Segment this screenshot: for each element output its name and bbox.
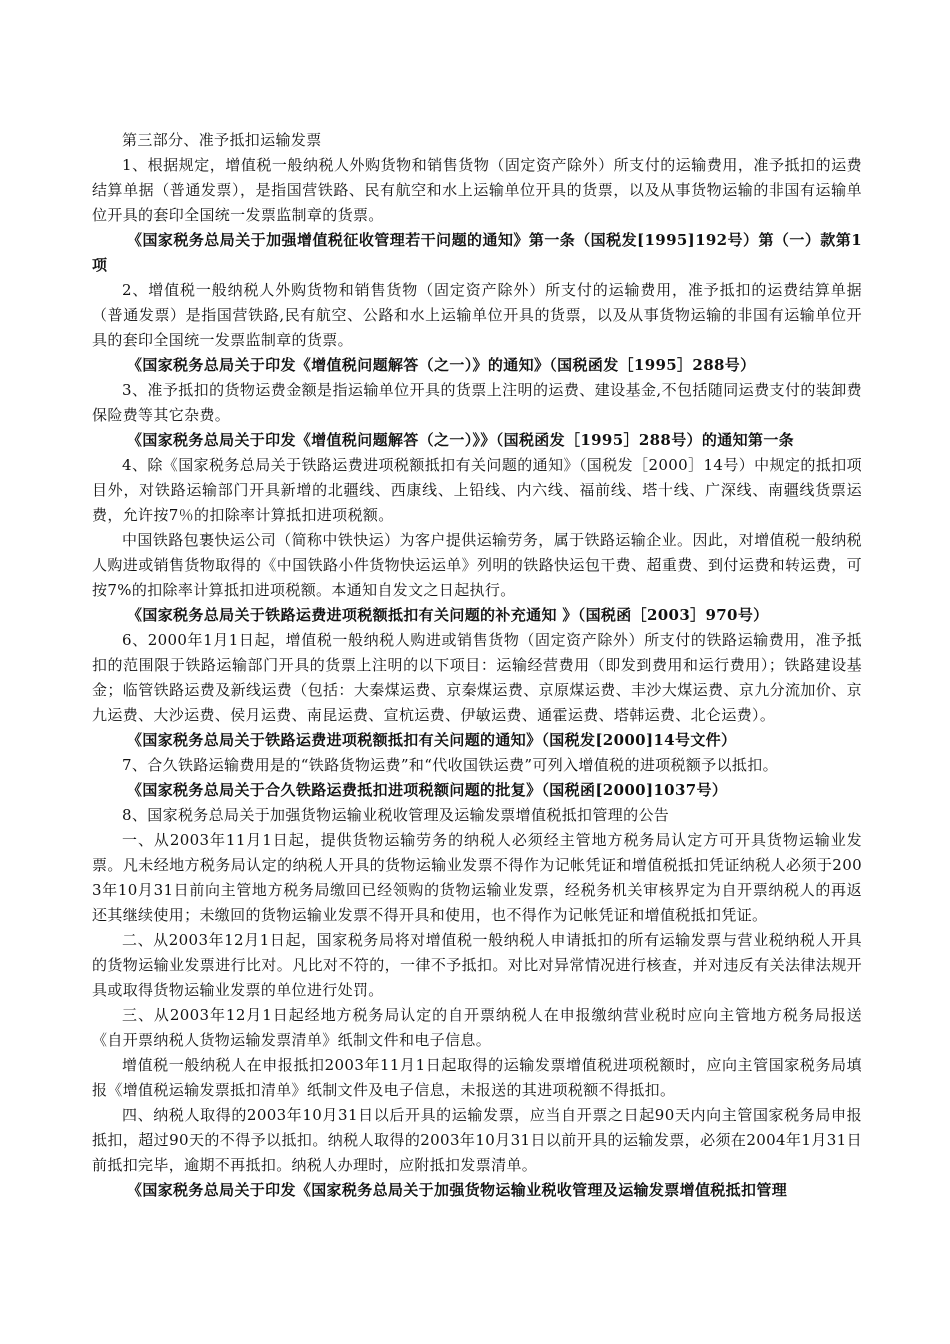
- paragraph: 中国铁路包裹快运公司（简称中铁快运）为客户提供运输劳务，属于铁路运输企业。因此，对增值税一般纳税人购进或销售货物取得的《中国铁路小件货物快运运单》列明的铁路快运包干费、超重费、到付运费和转运费，可按7%的扣除率计算抵扣进项税额。本通知自发文之日起执行。: [92, 531, 862, 599]
- paragraph: 8、国家税务总局关于加强货物运输业税收管理及运输发票增值税抵扣管理的公告: [122, 806, 670, 824]
- citation: 《国家税务总局关于合久铁路运费抵扣进项税额问题的批复》（国税函[2000]1037号）: [127, 781, 728, 799]
- paragraph: 1、根据规定，增值税一般纳税人外购货物和销售货物（固定资产除外）所支付的运输费用，准予抵扣的运费结算单据（普通发票），是指国营铁路、民有航空和水上运输单位开具的货票，以及从事货物运输的非国有运输单位开具的套印全国统一发票监制章的货票。: [92, 156, 862, 224]
- citation: 《国家税务总局关于铁路运费进项税额抵扣有关问题的补充通知 》（国税函［2003］970号）: [127, 606, 769, 624]
- section-heading: 第三部分、准予抵扣运输发票: [122, 131, 322, 149]
- citation: 《国家税务总局关于铁路运费进项税额抵扣有关问题的通知》（国税发[2000]14号文件）: [127, 731, 737, 749]
- paragraph: 3、准予抵扣的货物运费金额是指运输单位开具的货票上注明的运费、建设基金,不包括随同运费支付的装卸费保险费等其它杂费。: [92, 381, 862, 424]
- citation: 《国家税务总局关于印发《增值税问题解答（之一）》的通知》（国税函发［1995］288号）: [127, 356, 756, 374]
- paragraph: 4、除《国家税务总局关于铁路运费进项税额抵扣有关问题的通知》（国税发［2000］14号）中规定的抵扣项目外，对铁路运输部门开具新增的北疆线、西康线、上铅线、内六线、福前线、塔十线、广深线、南疆线货票运费，允许按7％的扣除率计算抵扣进项税额。: [92, 456, 862, 524]
- paragraph: 7、合久铁路运输费用是的“铁路货物运费”和“代收国铁运费”可列入增值税的进项税额予以抵扣。: [122, 756, 778, 774]
- paragraph: 增值税一般纳税人在申报抵扣2003年11月1日起取得的运输发票增值税进项税额时，应向主管国家税务局填报《增值税运输发票抵扣清单》纸制文件及电子信息，未报送的其进项税额不得抵扣。: [92, 1056, 862, 1099]
- document-page: [92, 128, 862, 1203]
- paragraph: 一、从2003年11月1日起，提供货物运输劳务的纳税人必须经主管地方税务局认定方可开具货物运输业发票。凡未经地方税务局认定的纳税人开具的货物运输业发票不得作为记帐凭证和增值税抵扣凭证纳税人必须于2003年10月31日前向主管地方税务局缴回已经领购的货物运输业发票，经税务机关审核界定为自开票纳税人的再返还其继续使用；未缴回的货物运输业发票不得开具和使用，也不得作为记帐凭证和增值税抵扣凭证。: [92, 831, 862, 924]
- paragraph: 2、增值税一般纳税人外购货物和销售货物（固定资产除外）所支付的运输费用，准予抵扣的运费结算单据（普通发票）是指国营铁路,民有航空、公路和水上运输单位开具的货票，以及从事货物运输的非国有运输单位开具的套印全国统一发票监制章的货票。: [92, 281, 862, 349]
- citation: 《国家税务总局关于印发《国家税务总局关于加强货物运输业税收管理及运输发票增值税抵扣管理: [127, 1181, 788, 1199]
- paragraph: 四、纳税人取得的2003年10月31日以后开具的运输发票，应当自开票之日起90天内向主管国家税务局申报抵扣，超过90天的不得予以抵扣。纳税人取得的2003年10月31日以前开具的运输发票，必须在2004年1月31日前抵扣完毕，逾期不再抵扣。纳税人办理时，应附抵扣发票清单。: [92, 1106, 862, 1174]
- paragraph: 二、从2003年12月1日起，国家税务局将对增值税一般纳税人申请抵扣的所有运输发票与营业税纳税人开具的货物运输业发票进行比对。凡比对不符的，一律不予抵扣。对比对异常情况进行核查，并对违反有关法律法规开具或取得货物运输业发票的单位进行处罚。: [92, 931, 862, 999]
- citation: 《国家税务总局关于印发《增值税问题解答（之一）》》（国税函发［1995］288号）的通知第一条: [127, 431, 795, 449]
- citation: 《国家税务总局关于加强增值税征收管理若干问题的通知》第一条（国税发[1995]192号）第（一）款第1项: [92, 231, 862, 274]
- paragraph: 6、2000年1月1日起，增值税一般纳税人购进或销售货物（固定资产除外）所支付的铁路运输费用，准予抵扣的范围限于铁路运输部门开具的货票上注明的以下项目：运输经营费用（即发到费用和运行费用）；铁路建设基金；临管铁路运费及新线运费（包括：大秦煤运费、京秦煤运费、京原煤运费、丰沙大煤运费、京九分流加价、京九运费、大沙运费、侯月运费、南昆运费、宣杭运费、伊敏运费、通霍运费、塔韩运费、北仑运费）。: [92, 631, 862, 724]
- paragraph: 三、从2003年12月1日起经地方税务局认定的自开票纳税人在申报缴纳营业税时应向主管地方税务局报送《自开票纳税人货物运输发票清单》纸制文件和电子信息。: [92, 1006, 862, 1049]
